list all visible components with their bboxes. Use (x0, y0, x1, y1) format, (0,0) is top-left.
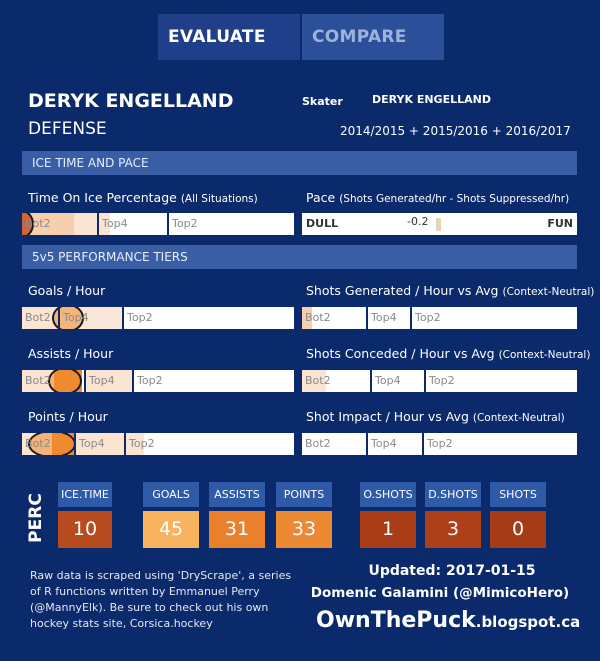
perc-assists-label: ASSISTS (209, 482, 265, 507)
updated-date: Updated: 2017-01-15 (368, 563, 536, 579)
tier-bot2: Bot2 (25, 217, 51, 230)
shots-conceded-tier-bar: Bot2 Top4 Top2 (302, 370, 577, 392)
shots-conceded-label: Shots Conceded / Hour vs Avg (Context-Neutral) (306, 346, 591, 361)
perc-ice-time-label: ICE.TIME (58, 482, 112, 507)
perc-points-value: 33 (276, 511, 332, 548)
shot-impact-tier-bar: Bot2 Top4 Top2 (302, 433, 577, 455)
pace-bar (302, 213, 577, 235)
perc-points-label: POINTS (276, 482, 332, 507)
player-name: DERYK ENGELLAND (28, 90, 234, 112)
perc-assists-value: 31 (209, 511, 265, 548)
perc-goals-label: GOALS (143, 482, 199, 507)
pace-dull: DULL (306, 217, 339, 230)
toi-tier-bar (22, 213, 294, 235)
shots-generated-label: Shots Generated / Hour vs Avg (Context-Neutral) (306, 283, 595, 298)
assists-tier-bar: Bot2 Top4 Top2 (22, 370, 294, 392)
section-performance-tiers: 5v5 PERFORMANCE TIERS (22, 245, 577, 269)
credit-text: Raw data is scraped using 'DryScrape', a series of R functions written by Emmanuel Perry (@MannyElk). Be sure to check out his own hockey stats site, Corsica.hockey (30, 569, 292, 630)
perc-oshots-label: O.SHOTS (360, 482, 416, 507)
perc-shots-label: SHOTS (490, 482, 546, 507)
pace-value: -0.2 (407, 215, 429, 228)
perc-dshots-value: 3 (425, 511, 481, 548)
perc-goals-value: 45 (143, 511, 199, 548)
site-link[interactable]: OwnThePuck.blogspot.ca (316, 608, 581, 633)
assists-label: Assists / Hour (28, 346, 114, 361)
skater-label: Skater (302, 95, 343, 108)
seasons-select[interactable]: 2014/2015 + 2015/2016 + 2016/2017 (340, 124, 571, 138)
pace-label: Pace (Shots Generated/hr - Shots Suppressed/hr) (306, 190, 570, 205)
player-position: DEFENSE (28, 119, 107, 139)
pace-marker (436, 218, 441, 231)
perc-shots-value: 0 (490, 511, 546, 548)
perc-label: PERC (26, 493, 46, 543)
points-label: Points / Hour (28, 409, 108, 424)
perc-dshots-label: D.SHOTS (425, 482, 481, 507)
shots-generated-tier-bar: Bot2 Top4 Top2 (302, 307, 577, 329)
goals-tier-bar: Bot2 Top4 Top2 (22, 307, 294, 329)
tier-top2: Top2 (167, 213, 294, 235)
tier-top4: Top4 (97, 213, 167, 235)
points-tier-bar: Bot2 Top4 Top2 (22, 433, 294, 455)
tab-evaluate[interactable]: EVALUATE (158, 14, 300, 60)
tab-compare[interactable]: COMPARE (302, 14, 444, 60)
pace-fun: FUN (547, 217, 573, 230)
toi-label: Time On Ice Percentage (All Situations) (28, 190, 258, 205)
goals-label: Goals / Hour (28, 283, 106, 298)
perc-oshots-value: 1 (360, 511, 416, 548)
perc-ice-time-value: 10 (58, 511, 112, 548)
shot-impact-label: Shot Impact / Hour vs Avg (Context-Neutral) (306, 409, 565, 424)
author-credit: Domenic Galamini (@MimicoHero) (310, 585, 570, 601)
skater-select[interactable]: DERYK ENGELLAND (372, 93, 491, 106)
section-ice-time: ICE TIME AND PACE (22, 151, 577, 175)
